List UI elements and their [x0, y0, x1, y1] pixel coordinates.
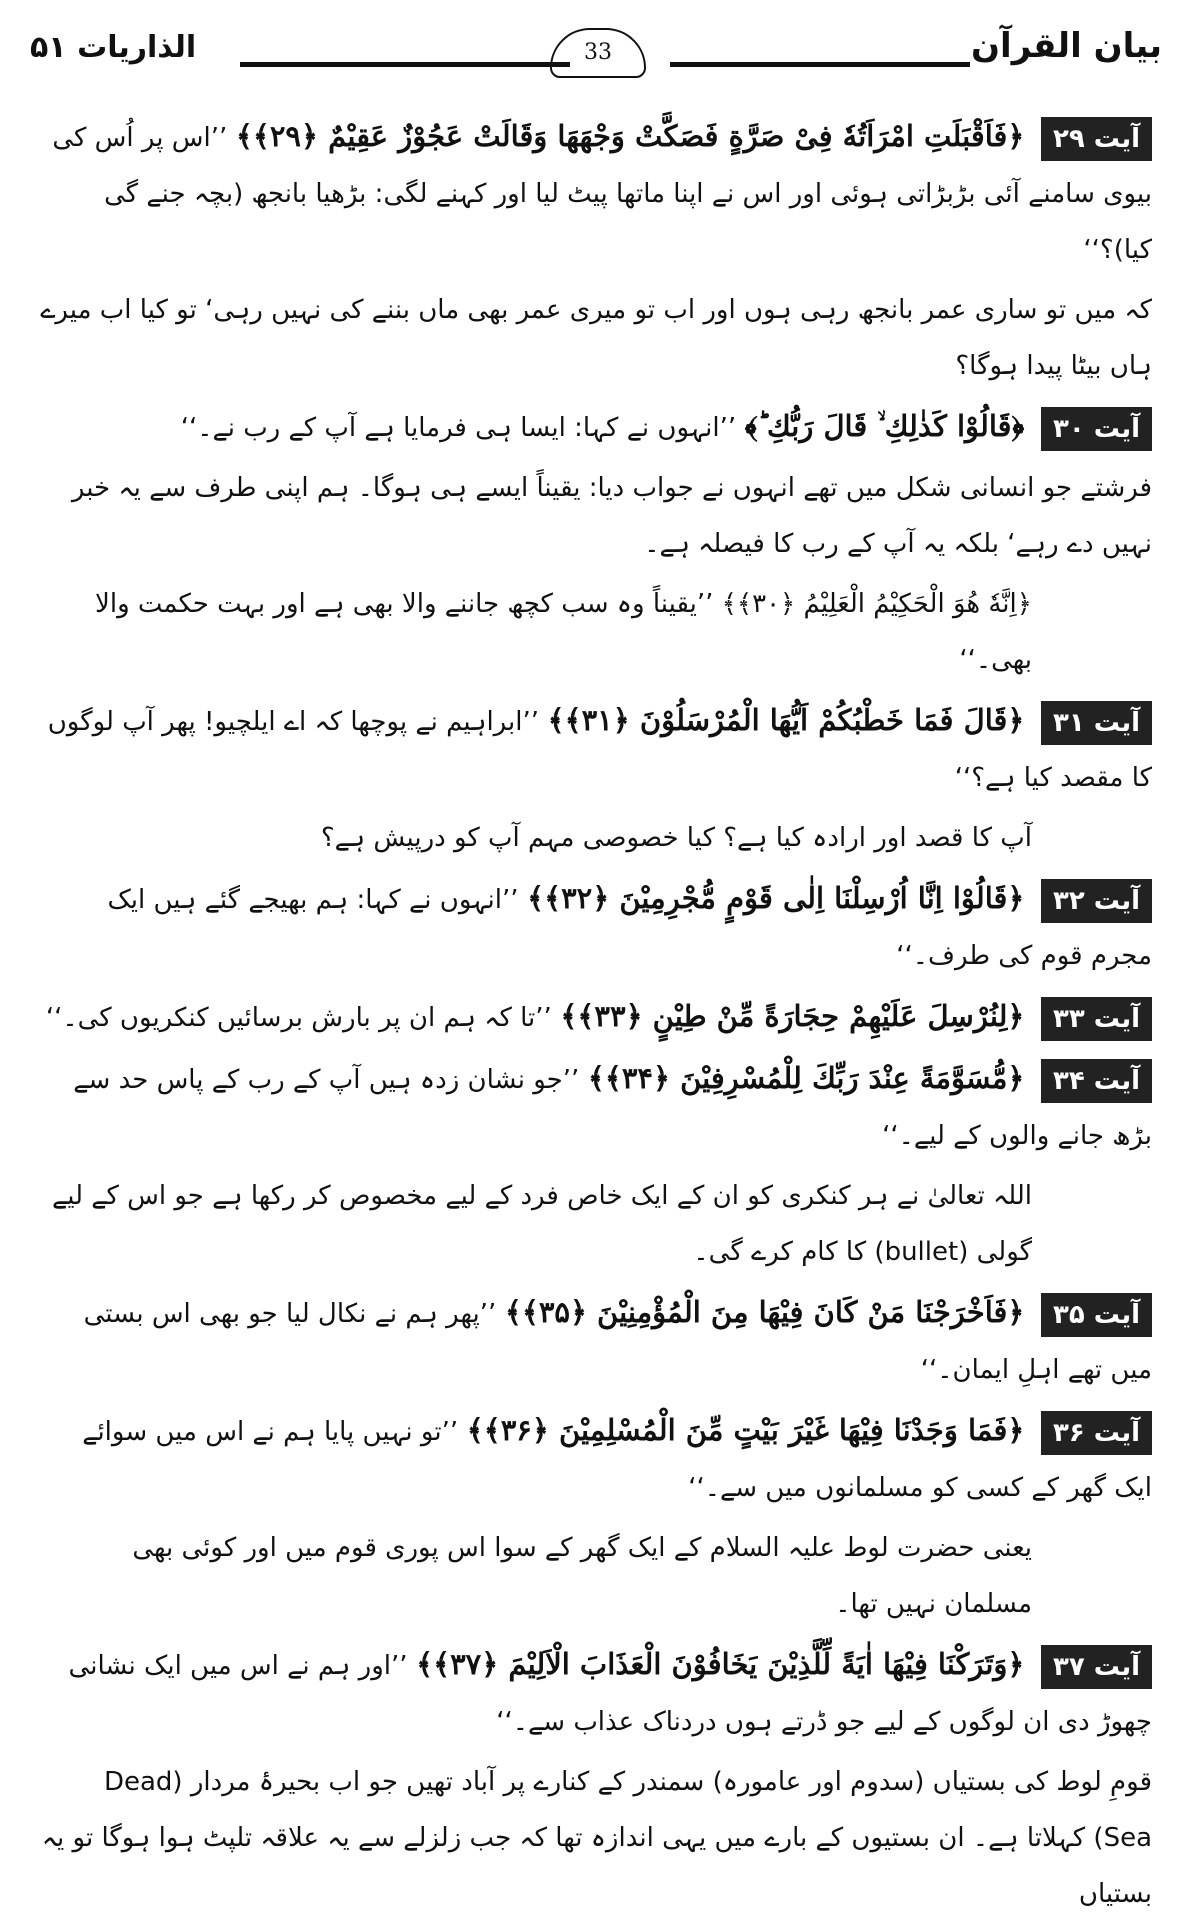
arabic-text: ﴿قَالَ فَمَا خَطْبُكُمْ اَیُّهَا الْمُرْسَلُوْنَ ﴿۳۱﴾﴾ — [547, 703, 1025, 737]
translation-text: ’’ابراہیم نے پوچھا کہ اے ایلچیو! پھر آپ لوگوں کا مقصد کیا ہے؟‘‘ — [47, 707, 1152, 793]
header-rule-right — [670, 62, 970, 67]
ayah-badge: آیت ۳۶ — [1041, 1411, 1152, 1455]
ayah-block — [40, 1050, 1152, 1164]
translation-text: ’’تا کہ ہم ان پر بارش برسائیں کنکریوں کی۔‘‘ — [45, 1003, 552, 1033]
ayah-block — [40, 692, 1152, 806]
arabic-text: ﴿قَالُوْا كَذٰلِكِ ۙ قَالَ رَبُّكِ ؕ﴾ — [744, 409, 1025, 443]
ayah-badge: آیت ۳۰ — [1041, 407, 1152, 451]
ayah-badge: آیت ۳۷ — [1041, 1645, 1152, 1689]
commentary-paragraph: آپ کا قصد اور ارادہ کیا ہے؟ کیا خصوصی مہم آپ کو درپیش ہے؟ — [320, 823, 1032, 853]
arabic-text: ﴿قَالُوْا اِنَّا اُرْسِلْنَا اِلٰی قَوْمٍ مُّجْرِمِیْنَ ﴿۳۲﴾﴾ — [527, 881, 1025, 915]
ayah-block — [40, 108, 1152, 278]
commentary-paragraph: اللہ تعالیٰ نے ہر کنکری کو ان کے ایک خاص فرد کے لیے مخصوص کر رکھا ہے جو اس کے لیے گولی (bullet) کا کام کرے گی۔ — [51, 1181, 1032, 1267]
ayah-block — [40, 988, 1152, 1046]
translation-text: ’’اور ہم نے اس میں ایک نشانی چھوڑ دی ان لوگوں کے لیے جو ڈرتے ہوں دردناک عذاب سے۔‘‘ — [68, 1651, 1152, 1737]
commentary-paragraph: فرشتے جو انسانی شکل میں تھے انہوں نے جواب دیا: یقیناً ایسے ہی ہوگا۔ ہم اپنی طرف سے یہ خبر نہیں دے رہے‘ بلکہ یہ آپ کے رب کا فیصلہ ہے۔ — [71, 473, 1152, 559]
page-body — [40, 108, 1152, 1926]
translation-text: ’’تو نہیں پایا ہم نے اس میں سوائے ایک گھر کے کسی کو مسلمانوں میں سے۔‘‘ — [82, 1417, 1152, 1503]
commentary-paragraph: یعنی حضرت لوط علیہ السلام کے ایک گھر کے سوا اس پوری قوم میں اور کوئی بھی مسلمان نہیں تھا۔ — [132, 1533, 1032, 1619]
translation-text: ’’پھر ہم نے نکال لیا جو بھی اس بستی میں تھے اہلِ ایمان۔‘‘ — [83, 1299, 1152, 1385]
translation-text: ’’جو نشان زدہ ہیں آپ کے رب کے پاس حد سے بڑھ جانے والوں کے لیے۔‘‘ — [73, 1065, 1152, 1151]
header-rule-left — [240, 62, 570, 67]
ayah-badge: آیت ۳۳ — [1041, 997, 1152, 1041]
arabic-text: ﴿فَاَقْبَلَتِ امْرَاَتُهٗ فِیْ صَرَّةٍ فَصَكَّتْ وَجْهَهَا وَقَالَتْ عَجُوْزٌ عَقِیْمٌ ﴿۲۹﴾﴾ — [235, 119, 1025, 153]
arabic-text: ﴿وَتَرَكْنَا فِیْهَا اٰیَةً لِّلَّذِیْنَ یَخَافُوْنَ الْعَذَابَ الْاَلِیْمَ ﴿۳۷﴾﴾ — [416, 1647, 1025, 1681]
ayah-block — [40, 1402, 1152, 1516]
commentary-paragraph: قومِ لوط کی بستیاں (سدوم اور عامورہ) سمندر کے کنارے پر آباد تھیں جو اب بحیرۂ مردار (Dead Sea) کہلاتا ہے۔ ان بستیوں کے بارے میں یہی اندازہ تھا کہ جب زلزلے سے یہ علاقہ تلپٹ ہوا ہوگا تو یہ بستیاں — [41, 1767, 1152, 1909]
ayah-badge: آیت ۳۱ — [1041, 701, 1152, 745]
book-title: بیان القرآن — [971, 26, 1162, 66]
ayah-badge: آیت ۳۲ — [1041, 879, 1152, 923]
ayah-block — [40, 1636, 1152, 1750]
surah-name: الذاریات ۵۱ — [30, 30, 197, 65]
ayah-badge: آیت ۲۹ — [1041, 117, 1152, 161]
translation-text: ’’انہوں نے کہا: ایسا ہی فرمایا ہے آپ کے رب نے۔‘‘ — [180, 413, 737, 443]
commentary-paragraph: کہ میں تو ساری عمر بانجھ رہی ہوں اور اب تو میری عمر بھی ماں بننے کی نہیں رہی‘ تو کیا اب میرے ہاں بیٹا پیدا ہوگا؟ — [40, 295, 1152, 381]
ayah-badge: آیت ۳۵ — [1041, 1293, 1152, 1337]
page-number: 33 — [550, 28, 646, 78]
ayah-badge: آیت ۳۴ — [1041, 1059, 1152, 1103]
arabic-text: ﴿لِنُرْسِلَ عَلَیْهِمْ حِجَارَةً مِّنْ طِیْنٍ ﴿۳۳﴾﴾ — [560, 999, 1025, 1033]
commentary-paragraph: ﴿اِنَّهٗ هُوَ الْحَكِیْمُ الْعَلِیْمُ ﴿۳۰﴾﴾ ’’یقیناً وہ سب کچھ جاننے والا بھی ہے اور بہت حکمت والا بھی۔‘‘ — [95, 589, 1032, 675]
arabic-text: ﴿فَمَا وَجَدْنَا فِیْهَا غَیْرَ بَیْتٍ مِّنَ الْمُسْلِمِیْنَ ﴿۳۶﴾﴾ — [466, 1413, 1025, 1447]
translation-text: ’’اس پر اُس کی بیوی سامنے آئی بڑبڑاتی ہوئی اور اس نے اپنا ماتھا پیٹ لیا اور کہنے لگی: بڑھیا بانجھ (بچہ جنے گی کیا)؟‘‘ — [52, 123, 1152, 265]
translation-text: ’’انہوں نے کہا: ہم بھیجے گئے ہیں ایک مجرم قوم کی طرف۔‘‘ — [107, 885, 1152, 971]
ayah-block — [40, 870, 1152, 984]
arabic-text: ﴿فَاَخْرَجْنَا مَنْ كَانَ فِیْهَا مِنَ الْمُؤْمِنِیْنَ ﴿۳۵﴾﴾ — [504, 1295, 1025, 1329]
ayah-block — [40, 398, 1152, 456]
ayah-block — [40, 1284, 1152, 1398]
page-header — [30, 26, 1162, 90]
arabic-text: ﴿مُّسَوَّمَةً عِنْدَ رَبِّكَ لِلْمُسْرِفِیْنَ ﴿۳۴﴾﴾ — [587, 1061, 1025, 1095]
